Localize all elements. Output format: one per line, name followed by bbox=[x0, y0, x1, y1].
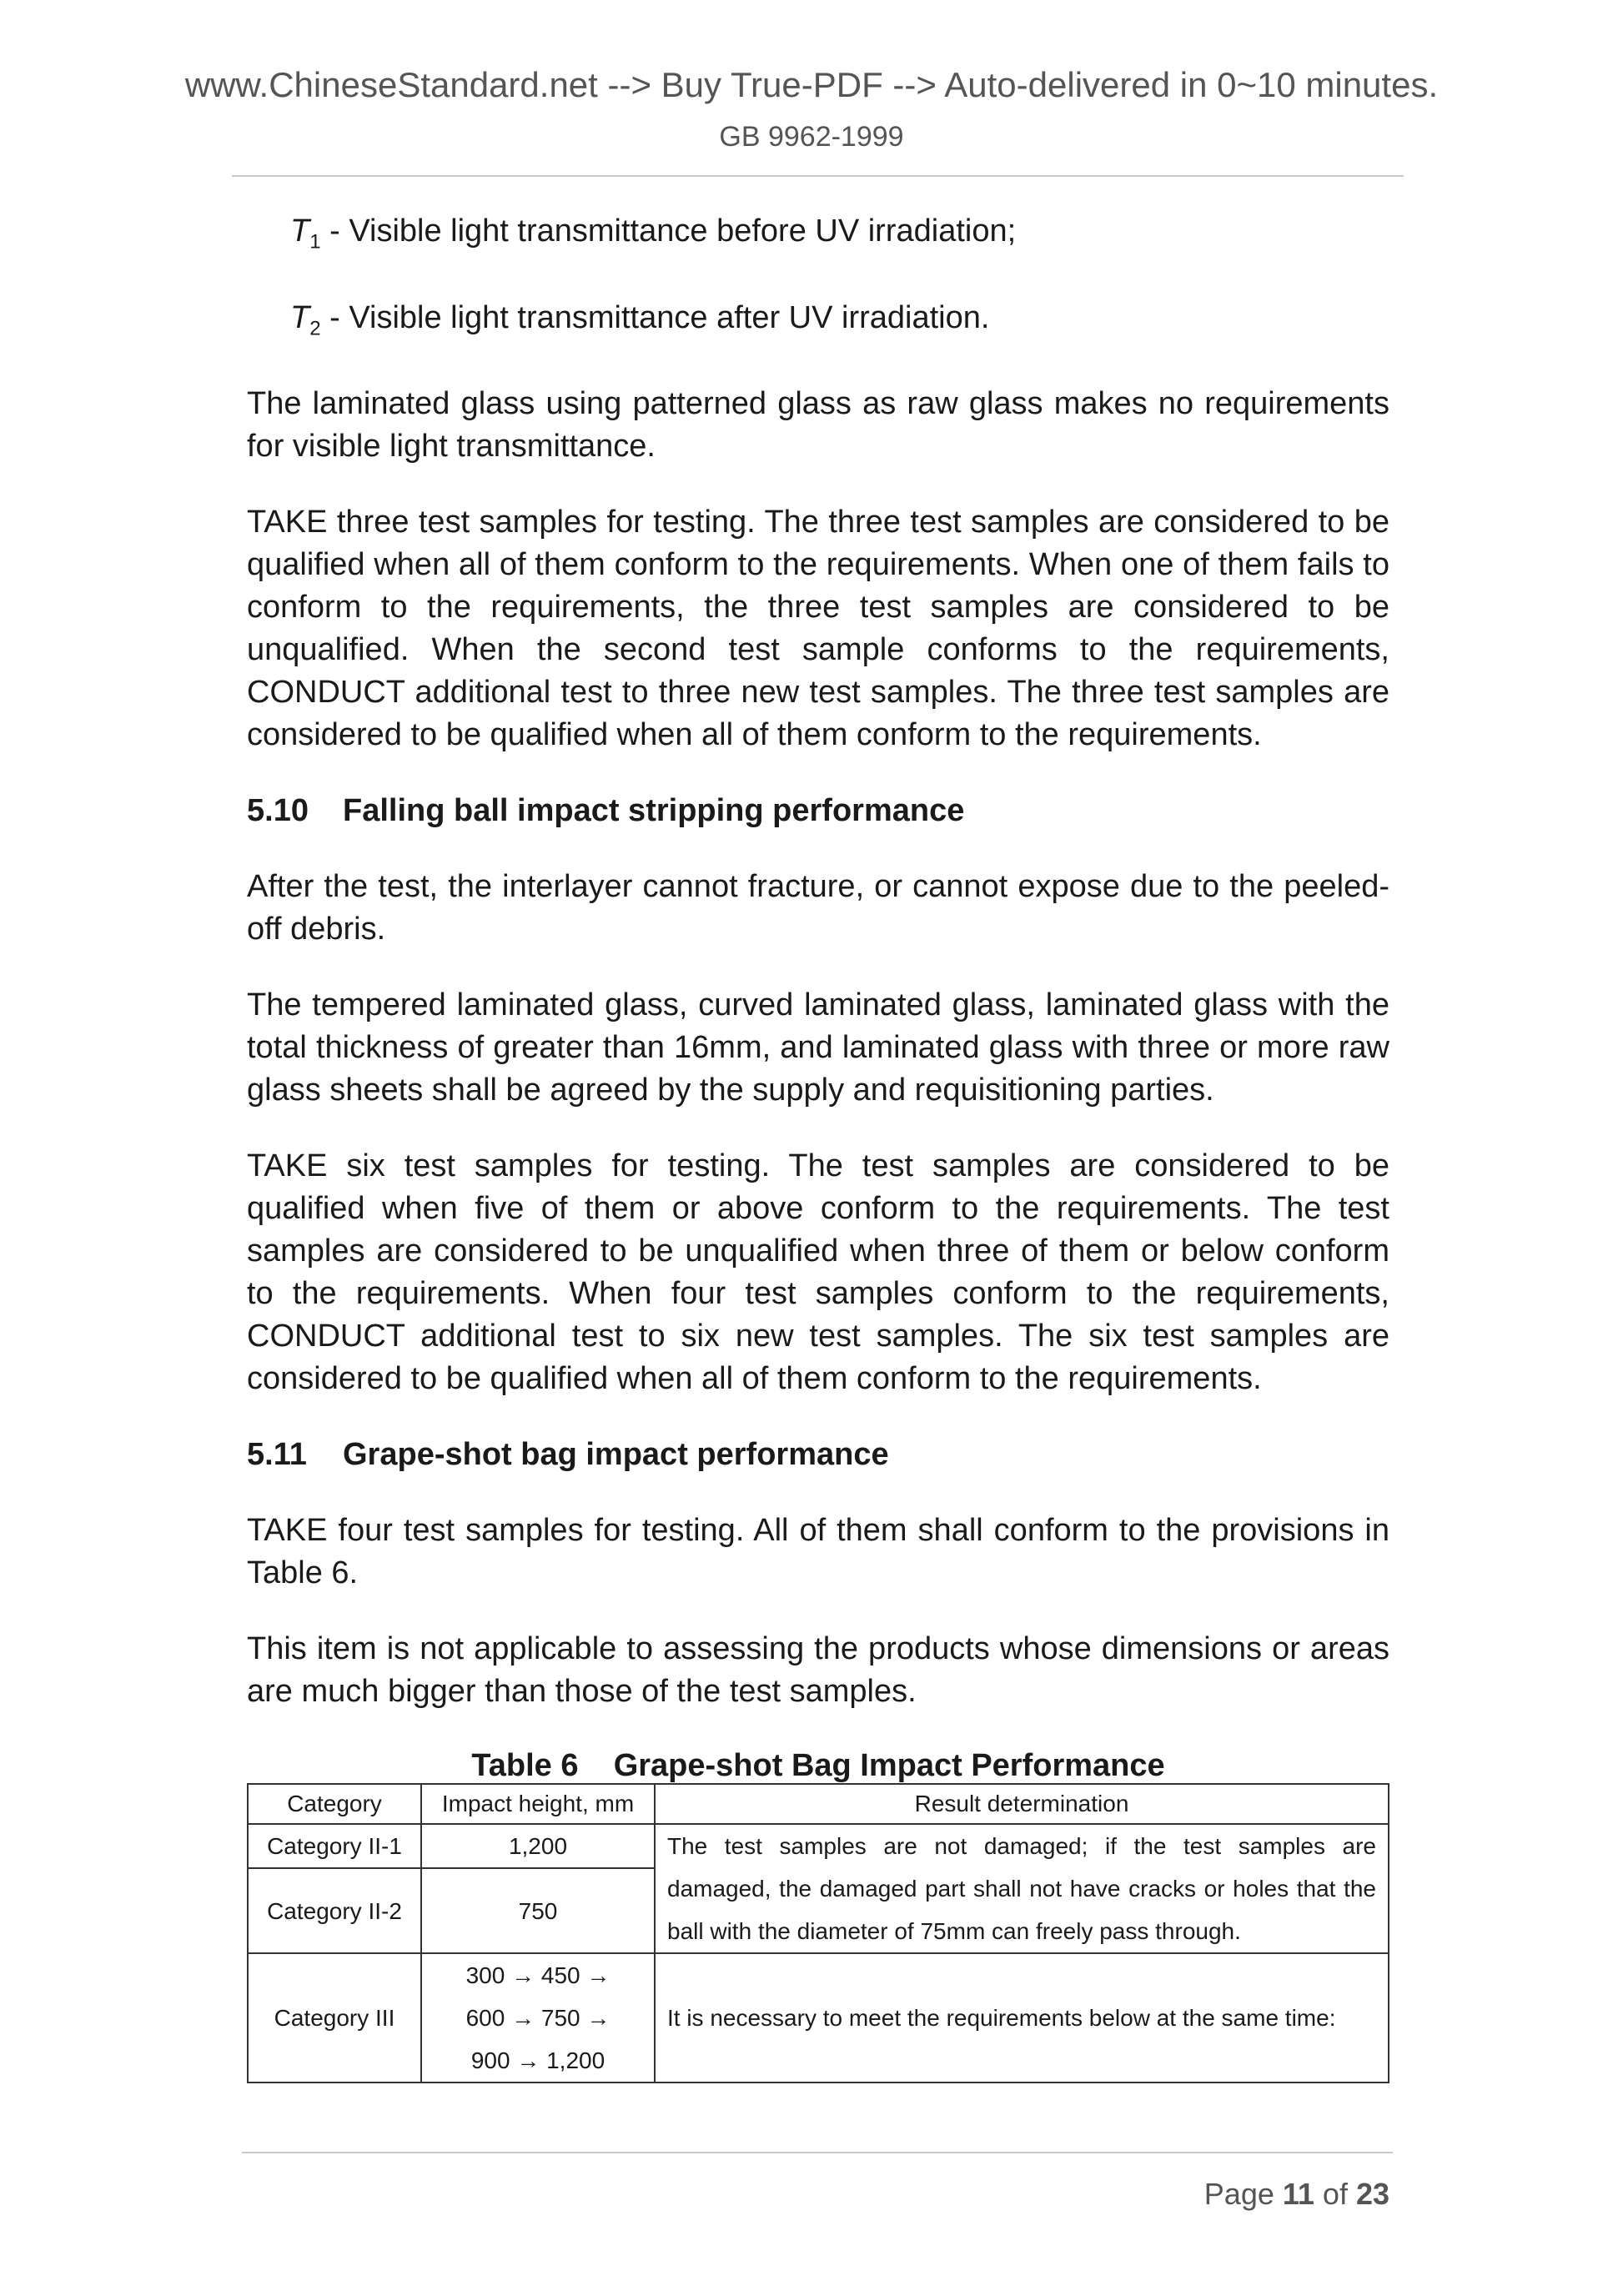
paragraph: TAKE four test samples for testing. All of them shall conform to the provisions in Table 6. bbox=[247, 1513, 1389, 1591]
paragraph: After the test, the interlayer cannot fracture, or cannot expose due to the peeled-off debris. bbox=[247, 869, 1389, 947]
standard-code: GB 9962-1999 bbox=[719, 121, 904, 153]
definition-t2 bbox=[290, 297, 1389, 350]
section-heading-5-11 bbox=[247, 1434, 1389, 1476]
height-line: 600 → 750 → bbox=[465, 2005, 611, 2032]
cell-category: Category II-2 bbox=[248, 1868, 421, 1953]
subscript: 1 bbox=[309, 230, 321, 254]
definition-text: - Visible light transmittance before UV irradiation; bbox=[320, 214, 1017, 249]
header-result: Result determination bbox=[655, 1784, 1389, 1824]
paragraph: The tempered laminated glass, curved laminated glass, laminated glass with the total thickness of greater than 16mm, and laminated glass with three or more raw glass sheets shall be agreed by the supply and requisitioning parties. bbox=[247, 987, 1389, 1108]
symbol: T bbox=[290, 214, 310, 249]
table-header-row bbox=[248, 1784, 1389, 1824]
table-title: Table 6 Grape-shot Bag Impact Performance bbox=[471, 1748, 1165, 1784]
cell-result: The test samples are not damaged; if the test samples are damaged, the damaged part shall not have cracks or holes that the ball with the diameter of 75mm can freely pass through. bbox=[655, 1824, 1389, 1953]
definition-text: - Visible light transmittance after UV irradiation. bbox=[320, 299, 990, 335]
height-line: 300 → 450 → bbox=[465, 1962, 611, 1989]
table-row bbox=[248, 1824, 1389, 1868]
document-body bbox=[247, 210, 1389, 2083]
footer-divider bbox=[242, 2152, 1393, 2153]
cell-category: Category III bbox=[248, 1953, 421, 2082]
page-prefix: Page bbox=[1203, 2177, 1283, 2211]
page-current: 11 bbox=[1282, 2177, 1314, 2211]
paragraph: The laminated glass using patterned glass as raw glass makes no requirements for visible light transmittance. bbox=[247, 386, 1389, 465]
page-number bbox=[1204, 2177, 1389, 2212]
height-line: 900 → 1,200 bbox=[470, 2047, 605, 2074]
section-number: 5.11 bbox=[247, 1437, 307, 1473]
page-mid: of bbox=[1314, 2177, 1356, 2211]
impact-table bbox=[247, 1783, 1389, 2083]
page-total: 23 bbox=[1355, 2177, 1389, 2211]
paragraph: TAKE six test samples for testing. The test samples are considered to be qualified when five of them or above conform to the requirements. The test samples are considered to be unqualified when three of them or below conform to the requirements. When four test samples conform to the requirements, CONDUCT additional test to six new test samples. The six test samples are considered to be qualified when all of them conform to the requirements. bbox=[247, 1148, 1389, 1397]
header-divider bbox=[232, 175, 1404, 177]
paragraph: TAKE three test samples for testing. The three test samples are considered to be qualified when all of them conform to the requirements. When one of them fails to conform to the requirements, the three test samples are considered to be unqualified. When the second test sample conforms to the requirements, CONDUCT additional test to three new test samples. The three test samples are considered to be qualified when all of them conform to the requirements. bbox=[247, 505, 1389, 753]
subscript: 2 bbox=[309, 317, 321, 340]
symbol: T bbox=[290, 299, 310, 335]
section-title: Grape-shot bag impact performance bbox=[343, 1437, 889, 1473]
paragraph: This item is not applicable to assessing the products whose dimensions or areas are much bigger than those of the test samples. bbox=[247, 1631, 1389, 1710]
cell-height-sequence bbox=[421, 1953, 655, 2082]
definition-t1 bbox=[290, 210, 1389, 264]
section-number: 5.10 bbox=[247, 793, 309, 829]
cell-category: Category II-1 bbox=[248, 1824, 421, 1868]
header-category: Category bbox=[248, 1784, 421, 1824]
section-title: Falling ball impact stripping performance bbox=[343, 793, 965, 829]
table-row bbox=[248, 1953, 1389, 2082]
section-heading-5-10 bbox=[247, 790, 1389, 832]
site-banner: www.ChineseStandard.net --> Buy True-PDF --> Auto-delivered in 0~10 minutes. bbox=[184, 65, 1439, 104]
cell-height: 1,200 bbox=[421, 1824, 655, 1868]
header-impact-height: Impact height, mm bbox=[421, 1784, 655, 1824]
cell-height: 750 bbox=[421, 1868, 655, 1953]
cell-result: It is necessary to meet the requirements below at the same time: bbox=[655, 1953, 1389, 2082]
